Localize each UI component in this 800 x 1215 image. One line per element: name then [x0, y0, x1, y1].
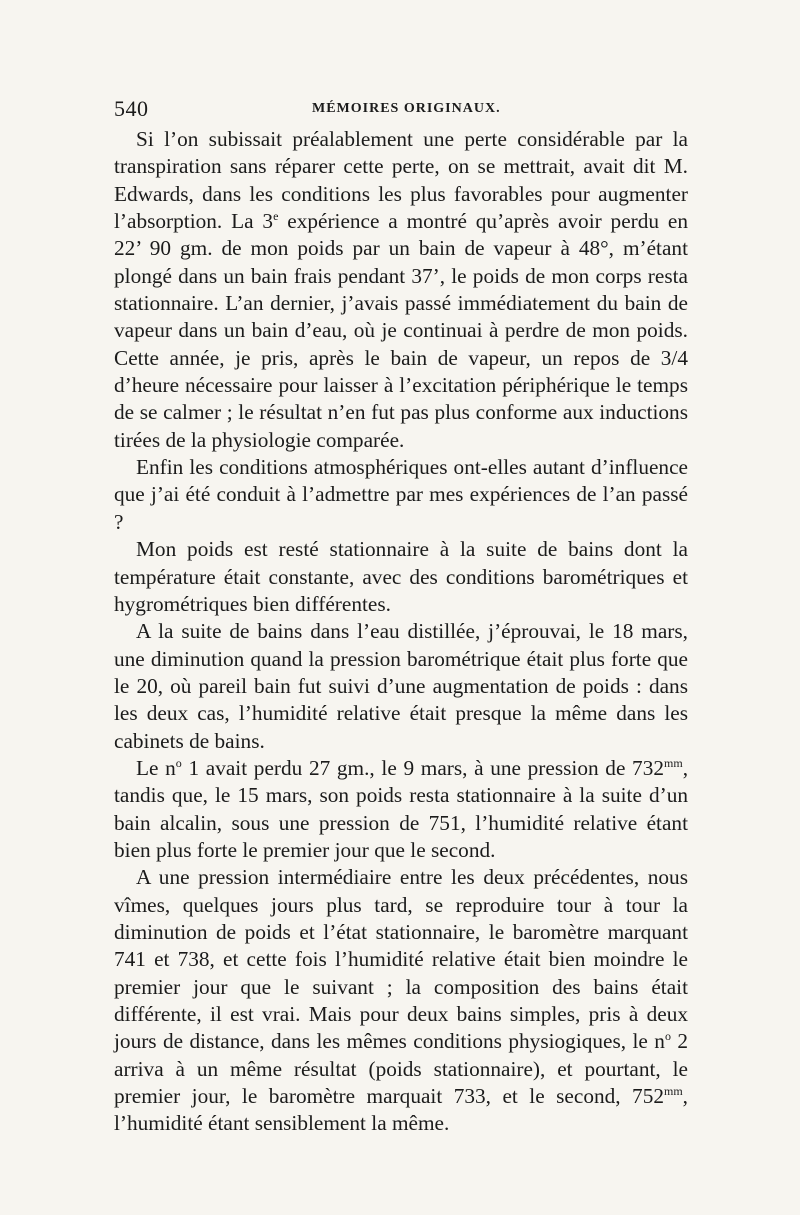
paragraph-6-text-b: 2 arriva à un même résultat (poids stationnaire), et pourtant, le premier jour, le baromètre marquait 733, et le second, 752 — [114, 1029, 688, 1109]
paragraph-4 — [114, 618, 688, 755]
paragraph-1 — [114, 126, 688, 454]
paragraph-1-text-a: Si l’on subissait préalablement une perte considérable par la transpiration sans réparer cette perte, on se mettrait, avait dit M. Edwards, dans les conditions les plus favorables pour augmenter l’absorption. La 3 — [114, 127, 688, 234]
book-page — [114, 96, 688, 1138]
paragraph-5-superscript-1: o — [175, 755, 182, 770]
page-number: 540 — [114, 96, 149, 121]
paragraph-6-text-a: A une pression intermédiaire entre les deux précédentes, nous vîmes, quelques jours plus tard, se reproduire tour à tour la diminution de poids et l’état stationnaire, le baromètre marquant 741 et 738, et cette fois l’humidité relative était bien moindre le premier jour que le suivant ; la composition des bains était différente, il est vrai. Mais pour deux bains simples, pris à deux jours de distance, dans les mêmes conditions physiogiques, le n — [114, 865, 688, 1054]
paragraph-3 — [114, 536, 688, 618]
body-text — [114, 126, 688, 1138]
paragraph-1-text-b: expérience a montré qu’après avoir perdu en 22’ 90 gm. de mon poids par un bain de vapeur à 48°, m’étant plongé dans un bain frais pendant 37’, le poids de mon corps resta stationnaire. L’an dernier, j’avais passé immédiatement du bain de vapeur dans un bain d’eau, où je continuai à perdre de mon poids. Cette année, je pris, après le bain de vapeur, un repos de 3/4 d’heure nécessaire pour laisser à l’excitation périphérique le temps de se calmer ; le résultat n’en fut pas plus conforme aux inductions tirées de la physiologie comparée. — [114, 209, 688, 452]
paragraph-1-superscript: e — [273, 209, 279, 224]
paragraph-4-text: A la suite de bains dans l’eau distillée, j’éprouvai, le 18 mars, une diminution quand la pression barométrique était plus forte que le 20, où pareil bain fut suivi d’une augmentation de poids : dans les deux cas, l’humidité relative était presque la même dans les cabinets de bains. — [114, 619, 688, 753]
paragraph-2-text: Enfin les conditions atmosphériques ont-elles autant d’influence que j’ai été conduit à l’admettre par mes expériences de l’an passé ? — [114, 455, 688, 534]
paragraph-6 — [114, 864, 688, 1137]
paragraph-6-superscript-1: o — [664, 1029, 671, 1044]
paragraph-2 — [114, 454, 688, 536]
paragraph-5-text-b: 1 avait perdu 27 gm., le 9 mars, à une pression de 732 — [181, 755, 665, 780]
paragraph-5 — [114, 755, 688, 864]
paragraph-6-text-c: , l’humidité étant sensiblement la même. — [114, 1084, 688, 1136]
paragraph-3-text: Mon poids est resté stationnaire à la suite de bains dont la température était constante, avec des conditions barométriques et hygrométriques bien différentes. — [114, 537, 688, 616]
paragraph-6-superscript-2: mm — [664, 1084, 683, 1099]
paragraph-5-text-a: Le n — [136, 755, 176, 780]
paragraph-5-superscript-2: mm — [664, 755, 683, 770]
paragraph-5-text-c: , tandis que, le 15 mars, son poids resta stationnaire à la suite d’un bain alcalin, sous une pression de 751, l’humidité relative étant bien plus forte le premier jour que le second. — [114, 755, 689, 862]
page-header — [114, 96, 688, 126]
running-title: MÉMOIRES ORIGINAUX. — [312, 101, 501, 116]
